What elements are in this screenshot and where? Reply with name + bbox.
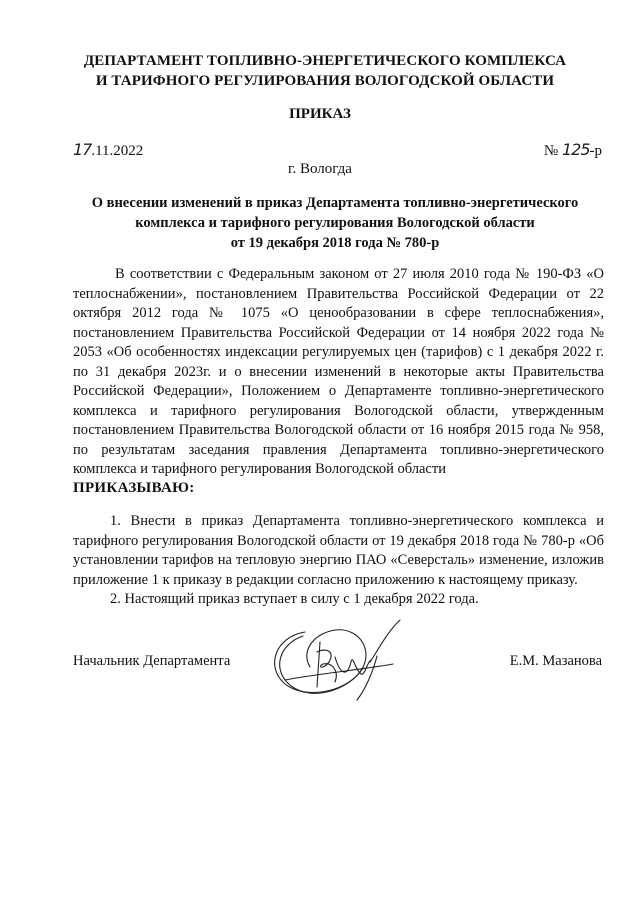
org-line-1: ДЕПАРТАМЕНТ ТОПЛИВНО-ЭНЕРГЕТИЧЕСКОГО КОМПЛЕКСА — [83, 53, 567, 69]
signatory-name: Е.М. Мазанова — [509, 653, 602, 669]
date-day-handwritten: 17 — [73, 140, 92, 159]
preamble-text: В соответствии с Федеральным законом от 27 июля 2010 года № 190-ФЗ «О теплоснабжении», постановлением Правительства Российской Федерации от 22 октября 2012 года № 1075 «О ценообразовании в сфере теплоснабжения», постановлением Правительства Российской Федерации от 14 ноября 2022 года № 2053 «Об особенностях индексации регулируемых цен (тарифов) с 1 декабря 2022 г. по 31 декабря 2023г. и о внесении изменений в некоторые акты Правительства Российской Федерации», Положением о Департаменте топливно-энергетического комплекса и тарифного регулирования Вологодской области, утвержденным постановлением Правительства Вологодской области от 16 ноября 2015 года № 958, по результатам заседания правления Департамента топливно-энергетического комплекса и тарифного регулирования Вологодской области — [73, 266, 604, 477]
handwritten-signature — [265, 612, 415, 707]
preamble-paragraph — [73, 265, 604, 480]
document-subject — [70, 193, 600, 253]
document-number — [544, 140, 602, 160]
signatory-role: Начальник Департамента — [73, 653, 231, 669]
document-date — [73, 140, 143, 160]
number-suffix: -р — [589, 143, 602, 159]
document-type: ПРИКАЗ — [289, 106, 351, 122]
order-items — [73, 512, 604, 610]
subject-line-2: комплекса и тарифного регулирования Вологодской области — [135, 215, 535, 231]
orders-heading: ПРИКАЗЫВАЮ: — [73, 480, 195, 496]
order-item: 2. Настоящий приказ вступает в силу с 1 декабря 2022 года. — [110, 591, 479, 607]
number-value-handwritten: 125 — [561, 140, 590, 159]
subject-line-3: от 19 декабря 2018 года № 780-р — [230, 235, 440, 251]
subject-line-1: О внесении изменений в приказ Департамента топливно-энергетического — [91, 195, 579, 211]
org-line-2: И ТАРИФНОГО РЕГУЛИРОВАНИЯ ВОЛОГОДСКОЙ ОБЛАСТИ — [95, 73, 555, 89]
order-item: 1. Внести в приказ Департамента топливно-энергетического комплекса и тарифного регулирования Вологодской области от 19 декабря 2018 года № 780-р «Об установлении тарифов на тепловую энергию ПАО «Северсталь» изменение, изложив приложение 1 к приказу в редакции согласно приложению к настоящему приказу. — [73, 513, 604, 588]
number-sign: № — [543, 143, 559, 159]
city: г. Вологда — [288, 161, 352, 177]
organization-header — [60, 51, 590, 91]
date-month-year: .11.2022 — [91, 143, 144, 159]
